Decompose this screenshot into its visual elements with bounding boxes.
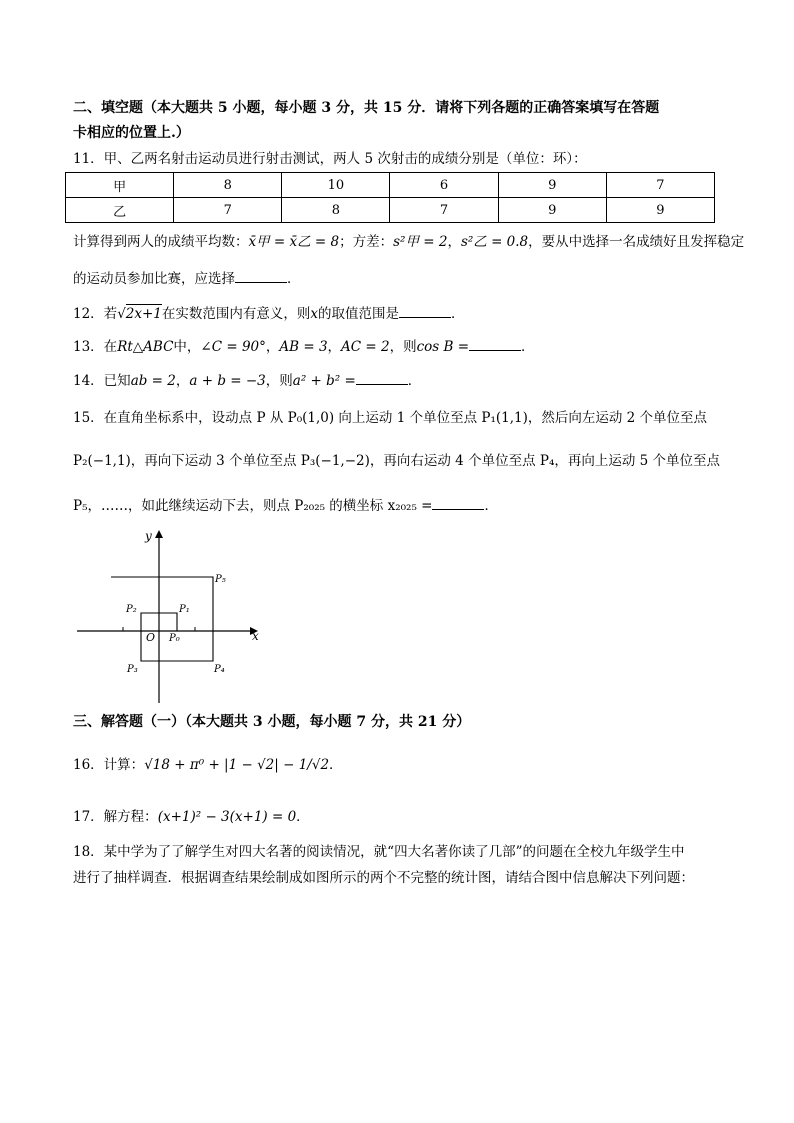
q13-mid: 中， — [173, 339, 201, 355]
table-cell: 7 — [390, 198, 498, 223]
q13-ac: AC = 2 — [341, 339, 390, 355]
question-11-line-2 — [73, 270, 301, 287]
q13-ab: AB = 3 — [279, 339, 328, 355]
question-11-intro: 11．甲、乙两名射击运动员进行射击测试，两人 5 次射击的成绩分别是（单位：环）： — [73, 151, 587, 167]
q14-then: ，则 — [265, 373, 293, 389]
q14-expr: a² + b² = — [292, 373, 356, 389]
q15-line3-text: P₅，……，如此继续运动下去，则点 P₂₀₂₅ 的横坐标 x₂₀₂₅ = — [73, 498, 433, 514]
answer-blank[interactable] — [432, 497, 484, 510]
stats-text-a: 计算得到两人的成绩平均数： — [73, 234, 249, 250]
q17-end: ． — [296, 809, 310, 825]
q13-end: ． — [521, 339, 535, 355]
answer-blank[interactable] — [399, 305, 451, 318]
question-14 — [73, 372, 421, 389]
q16-prefix: 16．计算： — [73, 757, 145, 773]
row-label-b: 乙 — [66, 198, 174, 223]
section-2-heading-line-2: 卡相应的位置上.） — [73, 125, 190, 141]
table-cell: 7 — [606, 173, 714, 198]
variance-b: s²乙 = 0.8 — [460, 234, 529, 250]
choice-end: ． — [287, 271, 301, 287]
q13-then: ，则 — [389, 339, 417, 355]
sqrt-icon: √ — [117, 306, 126, 322]
section-3-heading: 三、解答题（一）（本大题共 3 小题，每小题 7 分，共 21 分） — [73, 714, 471, 730]
table-cell: 9 — [498, 198, 606, 223]
q12-suffix2: 的取值范围是 — [318, 306, 400, 322]
point-label-p2: P₂ — [126, 604, 137, 615]
table-cell: 9 — [606, 198, 714, 223]
question-15-line-2: P₂(−1,1)，再向下运动 3 个单位至点 P₃(−1,−2)，再向右运动 4 个单位至点 P₄，再向上运动 5 个单位至点 — [73, 453, 721, 469]
spiral-path-figure — [72, 528, 268, 708]
point-label-p5: P₅ — [215, 574, 226, 585]
question-15-line-1: 15．在直角坐标系中，设动点 P 从 P₀(1,0) 向上运动 1 个单位至点 P₁(1,1)，然后向左运动 2 个单位至点 — [73, 410, 708, 426]
variance-separator: ， — [447, 234, 461, 250]
point-label-p1: P₁ — [179, 604, 190, 615]
question-12 — [73, 305, 465, 322]
separator: ， — [327, 339, 342, 355]
row-label-a: 甲 — [66, 173, 174, 198]
choice-text: 的运动员参加比赛，应选择 — [73, 271, 235, 287]
table-row — [66, 173, 715, 198]
q16-end: ． — [329, 757, 343, 773]
table-cell: 10 — [282, 173, 390, 198]
stats-text-b: ；方差： — [339, 234, 394, 250]
origin-label: O — [146, 631, 156, 644]
q12-radicand: 2x+1 — [125, 306, 162, 322]
y-axis-arrow-icon — [155, 530, 163, 538]
q15-end: ． — [484, 498, 498, 514]
question-16 — [73, 759, 343, 773]
table-cell: 9 — [498, 173, 606, 198]
q13-triangle: Rt△ABC — [117, 339, 174, 355]
stats-text-c: ，要从中选择一名成绩好且发挥稳定 — [528, 234, 745, 250]
mean-expression: x̄甲 = x̄乙 = 8 — [248, 234, 340, 250]
q12-var: x — [310, 306, 319, 322]
point-label-p0: P₀ — [169, 633, 180, 644]
question-18-line-1: 18．某中学为了了解学生对四大名著的阅读情况，就“四大名著你读了几部”的问题在全校九年级学生中 — [73, 844, 685, 860]
q14-ab: ab = 2 — [130, 373, 176, 389]
q12-prefix: 12．若 — [73, 306, 118, 322]
separator: ， — [265, 339, 280, 355]
q16-expression: √18 + π⁰ + |1 − √2| − 1/√2 — [144, 757, 330, 773]
q12-suffix: 在实数范围内有意义，则 — [161, 306, 311, 322]
q14-sum: a + b = −3 — [189, 373, 266, 389]
score-table — [65, 172, 715, 223]
table-row — [66, 198, 715, 223]
question-15-line-3 — [73, 497, 498, 514]
x-axis-label: x — [252, 629, 259, 643]
question-11-stats-line — [73, 236, 744, 250]
answer-blank[interactable] — [356, 372, 408, 385]
table-cell: 6 — [390, 173, 498, 198]
answer-blank[interactable] — [469, 338, 521, 351]
table-cell: 8 — [282, 198, 390, 223]
q13-angle: ∠C = 90° — [200, 339, 266, 355]
q12-end: ． — [451, 306, 465, 322]
question-18-line-2: 进行了抽样调查．根据调查结果绘制成如图所示的两个不完整的统计图，请结合图中信息解决下列问题： — [73, 870, 694, 886]
question-13 — [73, 338, 535, 355]
variance-a: s²甲 = 2 — [393, 234, 448, 250]
answer-blank[interactable] — [235, 270, 287, 283]
q13-cos: cos B = — [416, 339, 470, 355]
q14-prefix: 14．已知 — [73, 373, 131, 389]
separator: ， — [175, 373, 190, 389]
q13-prefix: 13．在 — [73, 339, 118, 355]
q14-end: ． — [407, 373, 422, 389]
q17-prefix: 17．解方程： — [73, 809, 158, 825]
table-cell: 7 — [174, 198, 282, 223]
point-label-p4: P₄ — [214, 664, 225, 675]
y-axis-label: y — [145, 529, 152, 543]
section-2-heading-line-1: 二、填空题（本大题共 5 小题，每小题 3 分，共 15 分．请将下列各题的正确答案填写在答题 — [73, 100, 660, 116]
point-label-p3: P₃ — [127, 664, 138, 675]
spiral-path — [111, 577, 213, 661]
question-17 — [73, 811, 310, 825]
table-cell: 8 — [174, 173, 282, 198]
q17-expression: (x+1)² − 3(x+1) = 0 — [157, 809, 297, 825]
